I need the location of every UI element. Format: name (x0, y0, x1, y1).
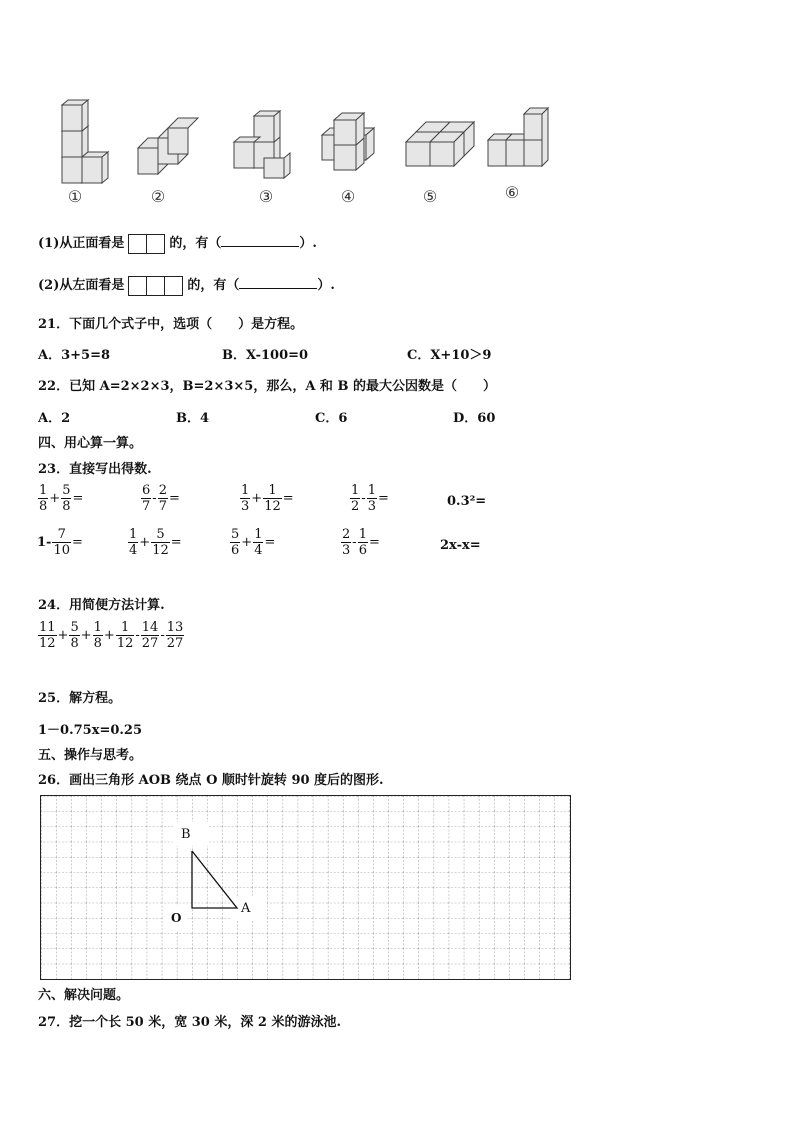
cube-figure-5 (406, 122, 474, 166)
q20-line2 (38, 274, 335, 296)
q23-expr-10: 2x-x= (440, 538, 481, 553)
grid-svg (41, 796, 570, 979)
section-6-heading: 六、解决问题。 (38, 988, 130, 1003)
figure-label-3: ③ (258, 187, 274, 206)
q23-expr-6: 1- $\frac{7}{10}$ = (37, 527, 83, 558)
q23-expr-1: $\frac{1}{8}$ + $\frac{5}{8}$ = (39, 483, 84, 514)
q23-expr-7: $\frac{1}{4}$ + $\frac{5}{12}$ = (129, 527, 182, 558)
q20-line2-suffix: 的，有（ (187, 278, 240, 293)
q20-line1-end: ）. (299, 236, 317, 251)
q21-option-a[interactable]: A．3+5=8 (38, 348, 111, 363)
q20-line1-suffix: 的，有（ (169, 236, 222, 251)
cube-figure-6 (488, 108, 548, 166)
cube-figure-1 (62, 100, 108, 183)
q20-line2-end: ）. (317, 278, 335, 293)
q23-expr-8: $\frac{5}{6}$ + $\frac{1}{4}$ = (231, 527, 276, 558)
q20-line1-answer-blank[interactable] (221, 234, 299, 247)
q23-expr-3: $\frac{1}{3}$ + $\frac{1}{12}$ = (241, 483, 294, 514)
label-a: A (241, 901, 251, 916)
q22-option-a[interactable]: A．2 (38, 411, 71, 426)
q22-question: 22．已知 A=2×2×3，B=2×3×5，那么，A 和 B 的最大公因数是（ ） (38, 379, 496, 394)
q23-expr-2: $\frac{6}{7}$ - $\frac{2}{7}$ = (142, 483, 180, 514)
q23-expr-4: $\frac{1}{2}$ - $\frac{1}{3}$ = (351, 483, 389, 514)
figure-label-5: ⑤ (422, 187, 438, 206)
q20-line1 (38, 232, 317, 254)
figure-label-1: ① (67, 187, 83, 206)
q26-grid[interactable] (40, 795, 571, 980)
cube-figure-2 (138, 118, 198, 174)
q21-option-c[interactable]: C．X+10＞9 (407, 348, 492, 363)
q23-expr-5: 0.3²= (447, 494, 487, 509)
q20-line2-prefix: (2)从左面看是 (38, 278, 125, 293)
q21-option-b[interactable]: B．X-100=0 (222, 348, 309, 363)
cube-figure-4 (322, 113, 374, 170)
label-b: B (181, 827, 191, 842)
q25-equation: 1－0.75x=0.25 (38, 723, 143, 738)
figure-label-6: ⑥ (504, 183, 520, 202)
cube-figures (30, 90, 570, 210)
section-5-heading: 五、操作与思考。 (38, 748, 143, 763)
q20-line2-answer-blank[interactable] (239, 276, 317, 289)
q26-question: 26．画出三角形 AOB 绕点 O 顺时针旋转 90 度后的图形. (38, 773, 384, 788)
q27-question: 27．挖一个长 50 米，宽 30 米，深 2 米的游泳池. (38, 1015, 341, 1030)
figure-label-2: ② (150, 187, 166, 206)
q23-question: 23．直接写出得数. (38, 462, 152, 477)
q24-expression: $\frac{11}{12}$ + $\frac{5}{8}$ + $\frac{1}{8}$ + $\frac{1}{12}$ - $\frac{14}{27}$ - $\frac{13}{27}$ (39, 620, 184, 651)
label-o: O (171, 911, 182, 925)
q22-option-d[interactable]: D．60 (453, 411, 496, 426)
q25-question: 25．解方程。 (38, 691, 122, 706)
q22-option-c[interactable]: C．6 (315, 411, 348, 426)
q24-question: 24．用简便方法计算. (38, 598, 165, 613)
cube-figure-3 (234, 111, 290, 178)
q22-option-b[interactable]: B．4 (176, 411, 210, 426)
two-box-view (128, 234, 165, 254)
three-box-view (128, 276, 183, 296)
q21-question: 21．下面几个式子中，选项（ ）是方程。 (38, 317, 304, 332)
q23-expr-9: $\frac{2}{3}$ - $\frac{1}{6}$ = (342, 527, 380, 558)
figure-label-4: ④ (340, 187, 356, 206)
q20-line1-prefix: (1)从正面看是 (38, 236, 125, 251)
section-4-heading: 四、用心算一算。 (38, 436, 143, 451)
